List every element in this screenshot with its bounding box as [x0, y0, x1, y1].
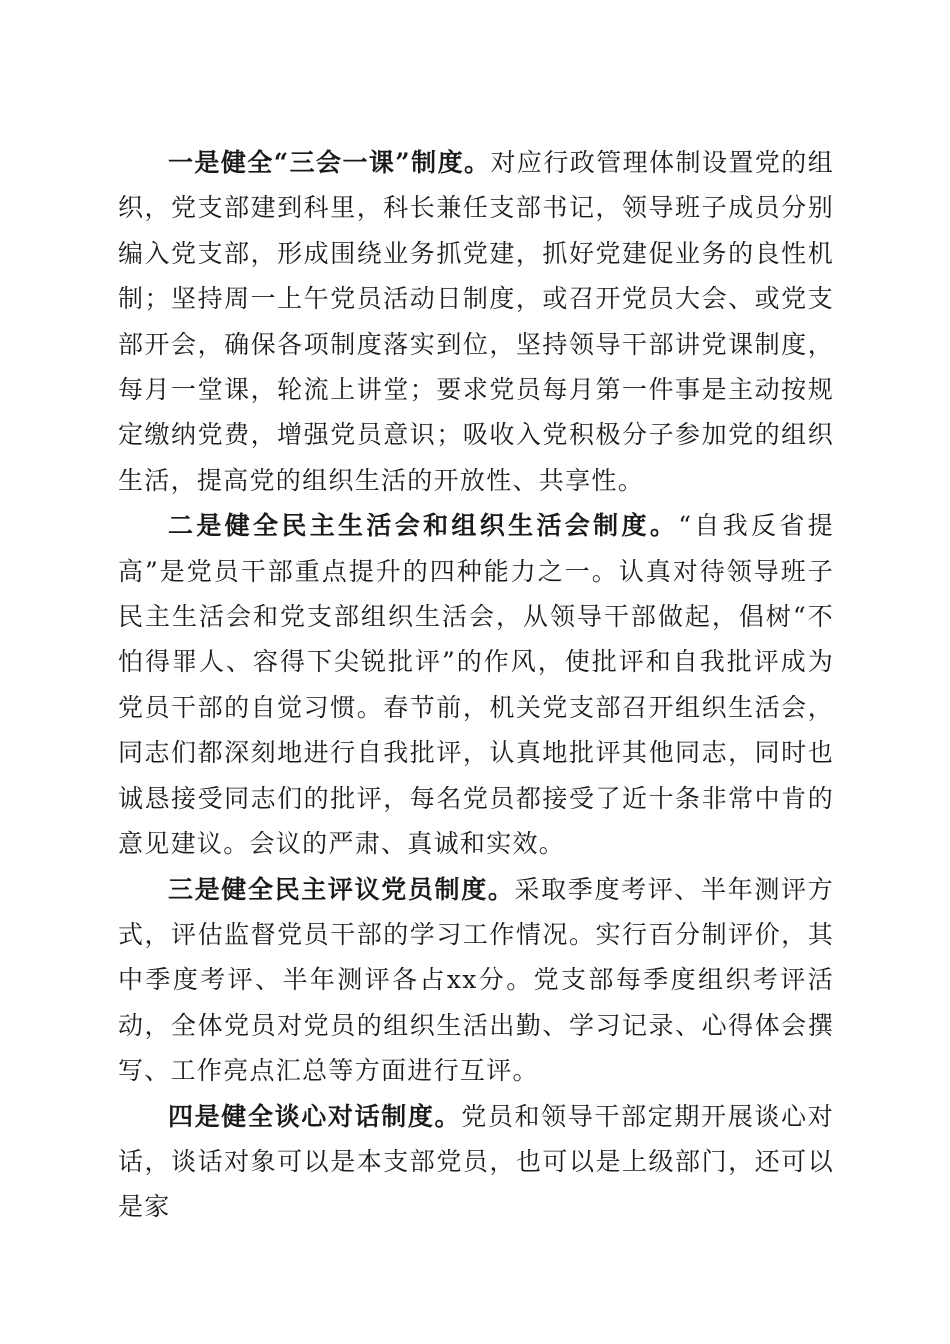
paragraph-body: 党员和领导干部定期开展谈心对话，谈话对象可以是本支部党员，也可以是上级部门，还可以是家: [118, 1101, 834, 1222]
paragraph-body: 采取季度考评、半年测评方式，评估监督党员干部的学习工作情况。实行百分制评价，其中季度考评、半年测评各占xx分。党支部每季度组织考评活动，全体党员对党员的组织生活出勤、学习记录、心得体会撰写、工作亮点汇总等方面进行互评。: [118, 874, 834, 1086]
paragraph-heart-to-heart-talks: [118, 1094, 834, 1230]
paragraph-lead: 二是健全民主生活会和组织生活会制度。: [168, 511, 679, 541]
paragraph-member-evaluation: [118, 867, 834, 1094]
document-page: [118, 140, 834, 1230]
paragraph-three-meetings: [118, 140, 834, 503]
paragraph-lead: 三是健全民主评议党员制度。: [168, 874, 515, 904]
paragraph-democratic-life-meeting: [118, 503, 834, 866]
paragraph-lead: 一是健全“三会一课”制度。: [168, 148, 491, 177]
paragraph-body: “自我反省提高”是党员干部重点提升的四种能力之一。认真对待领导班子民主生活会和党支部组织生活会，从领导干部做起，倡树“不怕得罪人、容得下尖锐批评”的作风，使批评和自我批评成为党员干部的自觉习惯。春节前，机关党支部召开组织生活会，同志们都深刻地进行自我批评，认真地批评其他同志，同时也诚恳接受同志们的批评，每名党员都接受了近十条非常中肯的意见建议。会议的严肃、真诚和实效。: [118, 511, 834, 859]
paragraph-body: 对应行政管理体制设置党的组织，党支部建到科里，科长兼任支部书记，领导班子成员分别编入党支部，形成围绕业务抓党建，抓好党建促业务的良性机制；坚持周一上午党员活动日制度，或召开党员大会、或党支部开会，确保各项制度落实到位，坚持领导干部讲党课制度，每月一堂课，轮流上讲堂；要求党员每月第一件事是主动按规定缴纳党费，增强党员意识；吸收入党积极分子参加党的组织生活，提高党的组织生活的开放性、共享性。: [118, 148, 834, 495]
paragraph-lead: 四是健全谈心对话制度。: [168, 1101, 462, 1131]
